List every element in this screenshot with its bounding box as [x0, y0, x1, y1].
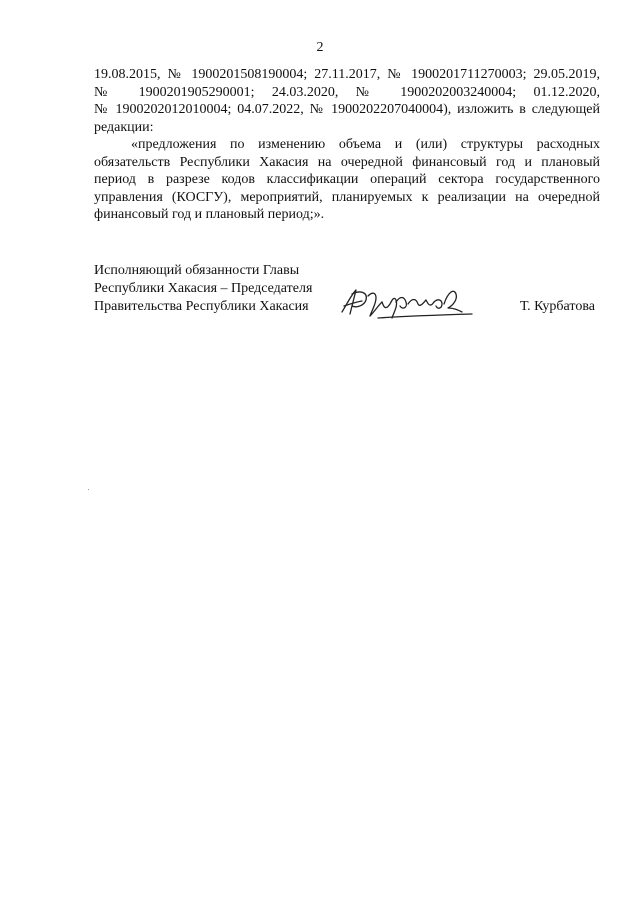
text-line: № 1900201905290001; 24.03.2020, № 1900202003240004; 01.12.2020, — [94, 84, 600, 100]
paragraph-amendment-references — [94, 66, 600, 136]
scan-speck — [88, 489, 89, 490]
text-line: редакции: — [94, 119, 154, 135]
text-line: 19.08.2015, № 1900201508190004; 27.11.2017, № 1900201711270003; 29.05.2019, — [94, 67, 600, 82]
signatory-position-line: Исполняющий обязанности Главы — [94, 263, 300, 278]
signatory-position — [94, 262, 312, 316]
page-number: 2 — [316, 40, 324, 55]
text-line: «предложения по изменению объема и (или) структуры расходных — [131, 137, 600, 152]
signer-name: Т. Курбатова — [520, 299, 595, 314]
text-line: обязательств Республики Хакасия на очередной финансовый год и плановый — [94, 154, 600, 170]
handwritten-signature — [338, 282, 478, 326]
signatory-position-line: Правительства Республики Хакасия — [94, 299, 309, 314]
text-line: период в разрезе кодов классификации операций сектора государственного — [94, 172, 600, 187]
signatory-position-line: Республики Хакасия – Председателя — [94, 281, 313, 296]
paragraph-new-wording — [94, 136, 600, 224]
text-line: управления (КОСГУ), мероприятий, планируемых к реализации на очередной — [94, 189, 600, 205]
text-line: финансовый год и плановый период;». — [94, 207, 325, 222]
text-line: № 1900202012010004; 04.07.2022, № 1900202207040004), изложить в следующей — [94, 102, 600, 117]
